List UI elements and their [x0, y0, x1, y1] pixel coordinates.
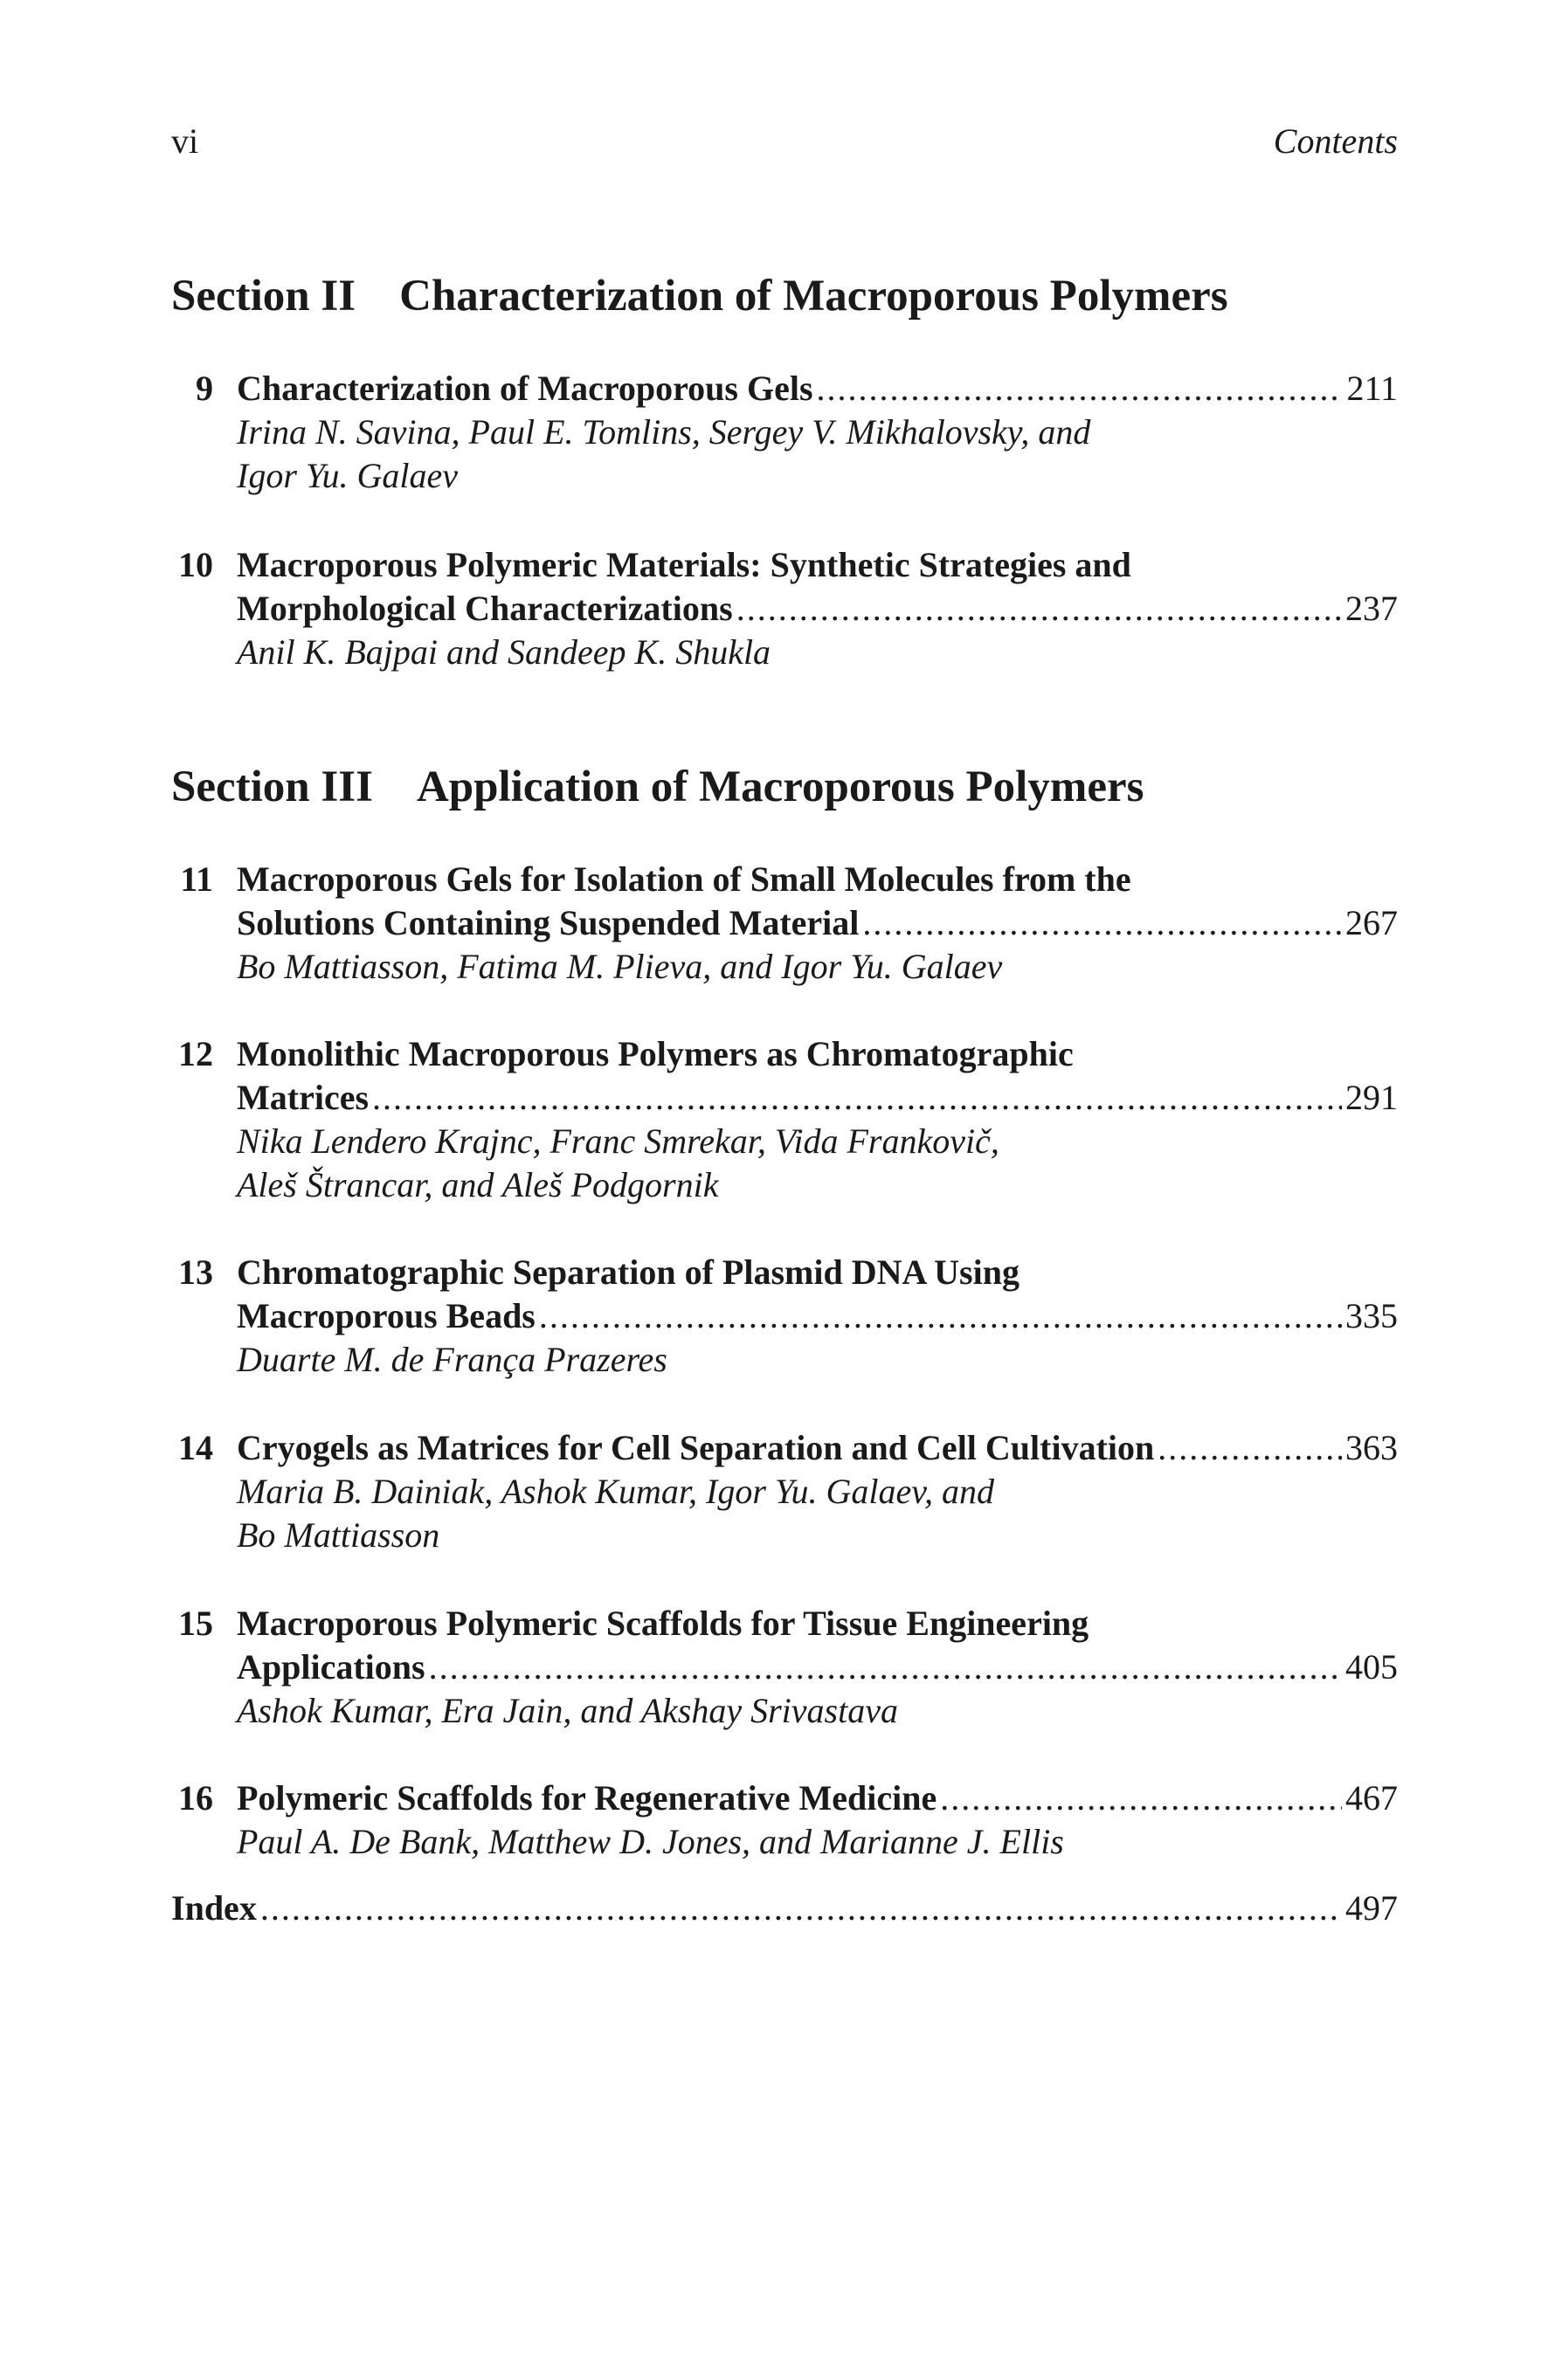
running-head [171, 121, 1398, 169]
chapter-number: 13 [178, 1252, 213, 1292]
leader-dots [1158, 1426, 1342, 1470]
page-ref: 211 [1346, 369, 1398, 408]
chapter-title: Macroporous Gels for Isolation of Small Molecules from the [237, 859, 1131, 899]
page-ref: 335 [1345, 1296, 1398, 1335]
page-ref: 405 [1345, 1647, 1398, 1687]
chapter-title-line [237, 1294, 1398, 1338]
chapter-number: 11 [180, 859, 213, 899]
chapter-number: 16 [178, 1778, 213, 1818]
chapter-authors [237, 1470, 1398, 1557]
chapter-title-line [237, 1645, 1398, 1689]
author-line: Ashok Kumar, Era Jain, and Akshay Srivastava [237, 1691, 898, 1730]
running-title: Contents [1273, 121, 1398, 161]
chapter-title: Chromatographic Separation of Plasmid DNA Using [237, 1252, 1019, 1292]
chapter-title-line [237, 1776, 1398, 1820]
chapter-title-line [237, 901, 1398, 945]
index-label: Index [171, 1888, 257, 1928]
page-ref: 363 [1345, 1428, 1398, 1467]
toc-entry-10[interactable] [171, 543, 1398, 674]
chapter-title-line [237, 587, 1398, 631]
page-ref: 267 [1345, 903, 1398, 942]
author-line: Irina N. Savina, Paul E. Tomlins, Sergey V. Mikhalovsky, and [237, 412, 1091, 452]
toc-entry-16[interactable] [171, 1776, 1398, 1864]
author-line: Bo Mattiasson, Fatima M. Plieva, and Igor Yu. Galaev [237, 947, 1003, 986]
chapter-authors [237, 1689, 1398, 1733]
leader-dots [372, 1076, 1342, 1120]
section-label: Section III [171, 762, 373, 811]
author-line: Anil K. Bajpai and Sandeep K. Shukla [237, 632, 771, 672]
chapter-title: Cryogels as Matrices for Cell Separation and Cell Cultivation [237, 1428, 1155, 1467]
chapter-authors [237, 1120, 1398, 1207]
author-line: Nika Lendero Krajnc, Franc Smrekar, Vida Frankovič, [237, 1121, 999, 1161]
chapter-title: Matrices [237, 1078, 370, 1117]
toc-entry-13[interactable] [171, 1251, 1398, 1382]
chapter-number: 14 [178, 1428, 213, 1467]
section-title: Characterization of Macroporous Polymers [399, 272, 1228, 321]
chapter-title: Morphological Characterizations [237, 589, 733, 628]
toc-entry-9[interactable] [171, 367, 1398, 498]
chapter-title: Macroporous Beads [237, 1296, 536, 1335]
chapter-number: 9 [196, 369, 213, 408]
leader-dots [429, 1645, 1342, 1689]
toc-entry-14[interactable] [171, 1426, 1398, 1557]
leader-dots [817, 367, 1344, 410]
page-ref: 467 [1345, 1778, 1398, 1818]
author-line: Aleš Štrancar, and Aleš Podgornik [237, 1165, 719, 1204]
page-ref: 237 [1345, 589, 1398, 628]
chapter-title: Monolithic Macroporous Polymers as Chromatographic [237, 1034, 1074, 1073]
toc-entry-15[interactable] [171, 1602, 1398, 1733]
toc-entry-index[interactable] [171, 1887, 1398, 1930]
leader-dots [940, 1776, 1342, 1820]
leader-dots [260, 1887, 1342, 1930]
leader-dots [539, 1294, 1342, 1338]
author-line: Igor Yu. Galaev [237, 456, 458, 495]
toc-entry-11[interactable] [171, 858, 1398, 989]
chapter-title: Solutions Containing Suspended Material [237, 903, 860, 942]
leader-dots [862, 901, 1342, 945]
author-line: Maria B. Dainiak, Ashok Kumar, Igor Yu. Galaev, and [237, 1472, 995, 1511]
chapter-number: 10 [178, 545, 213, 584]
chapter-title-line [237, 1076, 1398, 1120]
toc-entry-12[interactable] [171, 1032, 1398, 1207]
chapter-number: 12 [178, 1034, 213, 1073]
page-ref: 291 [1345, 1078, 1398, 1117]
section-title: Application of Macroporous Polymers [416, 762, 1144, 811]
section-label: Section II [171, 272, 356, 321]
section-heading-2 [171, 271, 1228, 321]
author-line: Paul A. De Bank, Matthew D. Jones, and Marianne J. Ellis [237, 1822, 1064, 1861]
author-line: Bo Mattiasson [237, 1515, 440, 1555]
section-heading-3 [171, 762, 1144, 812]
chapter-title: Macroporous Polymeric Materials: Synthetic Strategies and [237, 545, 1131, 584]
chapter-authors [237, 945, 1398, 989]
chapter-authors [237, 1338, 1398, 1382]
page-number: vi [171, 121, 199, 161]
chapter-title: Macroporous Polymeric Scaffolds for Tissue Engineering [237, 1604, 1089, 1643]
index-line [171, 1887, 1398, 1930]
chapter-title-line [237, 1426, 1398, 1470]
chapter-number: 15 [178, 1604, 213, 1643]
chapter-title: Polymeric Scaffolds for Regenerative Medicine [237, 1778, 937, 1818]
chapter-authors [237, 410, 1398, 498]
chapter-title: Applications [237, 1647, 425, 1687]
chapter-authors [237, 1820, 1398, 1864]
author-line: Duarte M. de França Prazeres [237, 1340, 667, 1379]
leader-dots [736, 587, 1342, 631]
chapter-authors [237, 631, 1398, 674]
page-ref: 497 [1345, 1888, 1398, 1928]
chapter-title-line [237, 367, 1398, 410]
chapter-title: Characterization of Macroporous Gels [237, 369, 813, 408]
